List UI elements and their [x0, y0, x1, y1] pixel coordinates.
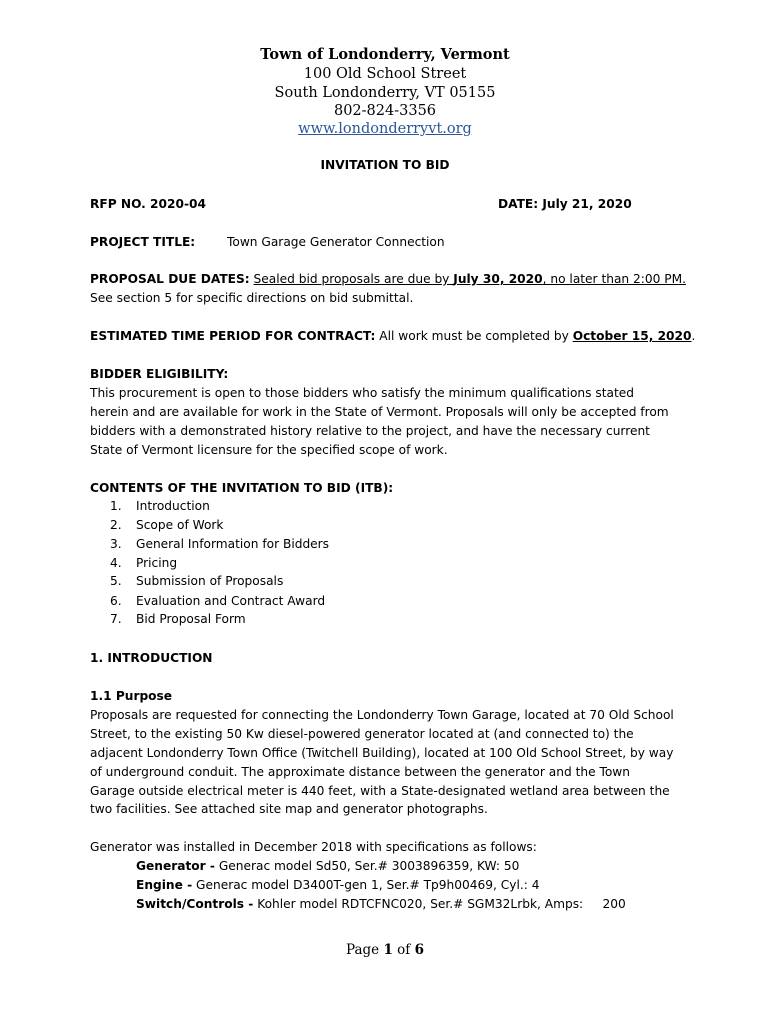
due-dates-text — [254, 272, 686, 286]
spec-label: Engine - — [136, 878, 193, 892]
eligibility-line: herein and are available for work in the State of Vermont. Proposals will only be accepted from — [90, 405, 669, 419]
org-city: South Londonderry, VT 05155 — [274, 85, 496, 101]
spec-value: Generac model D3400T-gen 1, Ser.# Tp9h00469, Cyl.: 4 — [192, 878, 540, 892]
contents-label: Introduction — [136, 499, 210, 513]
website-link[interactable]: www.londonderryvt.org — [298, 121, 472, 137]
contents-num: 7. — [110, 612, 122, 626]
contents-label: Bid Proposal Form — [136, 612, 246, 626]
due-dates-note: See section 5 for specific directions on bid submittal. — [90, 291, 414, 305]
contract-period-label: ESTIMATED TIME PERIOD FOR CONTRACT: — [90, 329, 376, 343]
contents-num: 5. — [110, 574, 122, 588]
intro-heading: 1. INTRODUCTION — [90, 651, 213, 665]
eligibility-line: This procurement is open to those bidders who satisfy the minimum qualifications stated — [90, 386, 634, 400]
contents-label: Scope of Work — [136, 518, 224, 532]
due-dates-label: PROPOSAL DUE DATES: — [90, 272, 250, 286]
contents-item — [110, 592, 325, 611]
project-title-label: PROJECT TITLE: — [90, 235, 196, 249]
purpose-line: adjacent Londonderry Town Office (Twitchell Building), located at 100 Old School Street, by way — [90, 746, 674, 760]
rfp-date: DATE: July 21, 2020 — [498, 197, 632, 211]
due-text-2: , no later than 2:00 PM. — [542, 272, 686, 286]
page-of-word: of — [392, 942, 415, 958]
org-website-row — [0, 120, 770, 138]
contents-num: 2. — [110, 518, 122, 532]
spec-label: Generator - — [136, 859, 215, 873]
contents-item — [110, 497, 210, 516]
purpose-line: Garage outside electrical meter is 440 feet, with a State-designated wetland area between the — [90, 784, 670, 798]
contract-period-text: All work must be completed by — [375, 329, 573, 343]
due-date: July 30, 2020 — [453, 272, 543, 286]
contents-item — [110, 535, 329, 554]
spec-switch-controls — [136, 895, 626, 914]
page-current: 1 — [383, 942, 393, 958]
contents-num: 4. — [110, 556, 122, 570]
contents-heading: CONTENTS OF THE INVITATION TO BID (ITB): — [90, 481, 394, 495]
purpose-line: of underground conduit. The approximate distance between the generator and the Town — [90, 765, 630, 779]
contents-num: 1. — [110, 499, 122, 513]
purpose-line: Street, to the existing 50 Kw diesel-powered generator located at (and connected to) the — [90, 727, 634, 741]
spec-generator — [136, 857, 519, 876]
purpose-line: Proposals are requested for connecting the Londonderry Town Garage, located at 70 Old School — [90, 708, 674, 722]
org-street: 100 Old School Street — [303, 66, 467, 82]
eligibility-line: State of Vermont licensure for the specified scope of work. — [90, 443, 448, 457]
spec-value: Kohler model RDTCFNC020, Ser.# SGM32Lrbk, Amps: 200 — [253, 897, 626, 911]
doc-title: INVITATION TO BID — [320, 158, 450, 172]
purpose-heading: 1.1 Purpose — [90, 689, 173, 703]
specs-intro: Generator was installed in December 2018 with specifications as follows: — [90, 840, 537, 854]
contents-label: Submission of Proposals — [136, 574, 284, 588]
project-title-value: Town Garage Generator Connection — [227, 235, 445, 249]
spec-label: Switch/Controls - — [136, 897, 254, 911]
contents-item — [110, 610, 246, 629]
contract-period-line — [90, 327, 695, 346]
contract-period-date: October 15, 2020 — [572, 329, 692, 343]
eligibility-line: bidders with a demonstrated history relative to the project, and have the necessary current — [90, 424, 650, 438]
contract-period-end: . — [691, 329, 696, 343]
org-name: Town of Londonderry, Vermont — [260, 46, 510, 63]
contents-label: Evaluation and Contract Award — [136, 594, 326, 608]
rfp-number: RFP NO. 2020-04 — [90, 197, 206, 211]
spec-engine — [136, 876, 540, 895]
page-total: 6 — [414, 942, 424, 958]
contents-item — [110, 572, 283, 591]
contents-label: General Information for Bidders — [136, 537, 330, 551]
contents-item — [110, 516, 223, 535]
page-footer — [0, 942, 770, 958]
page-word: Page — [346, 942, 384, 958]
contents-num: 3. — [110, 537, 122, 551]
contents-num: 6. — [110, 594, 122, 608]
due-text-1: Sealed bid proposals are due by — [253, 272, 454, 286]
org-phone: 802-824-3356 — [333, 103, 437, 119]
due-dates-line — [90, 270, 686, 289]
eligibility-heading: BIDDER ELIGIBILITY: — [90, 367, 229, 381]
contents-item — [110, 554, 177, 573]
purpose-line: two facilities. See attached site map and generator photographs. — [90, 802, 488, 816]
spec-value: Generac model Sd50, Ser.# 3003896359, KW: 50 — [214, 859, 520, 873]
contents-label: Pricing — [136, 556, 178, 570]
